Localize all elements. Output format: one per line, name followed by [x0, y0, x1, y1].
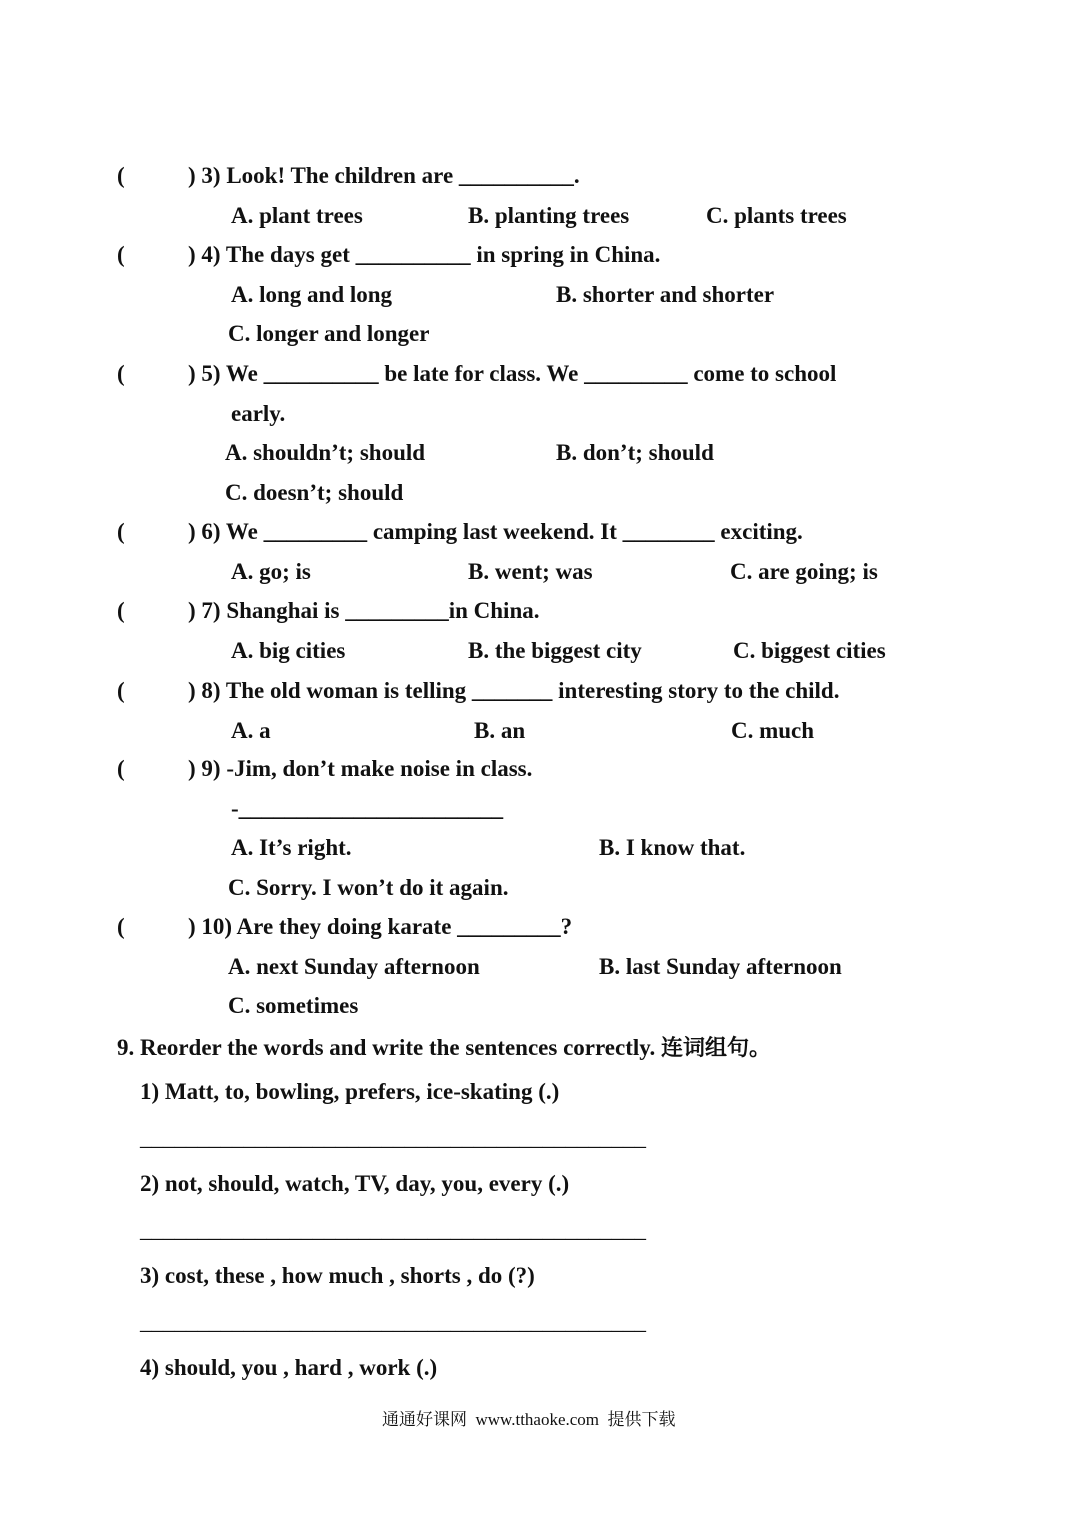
answer-option: B. shorter and shorter — [556, 281, 775, 307]
answer-option: A. It’s right. — [231, 835, 352, 860]
question-stem-continued: early. — [231, 400, 286, 426]
reorder-prompt: 4) should, you , hard , work (.) — [140, 1355, 438, 1380]
answer-option: C. doesn’t; should — [225, 479, 404, 505]
answer-option: A. next Sunday afternoon — [228, 953, 480, 979]
answer-option: A. long and long — [231, 281, 393, 307]
answer-line[interactable]: ____________________________________________ — [140, 1125, 646, 1150]
question-stem: ) 4) The days get __________ in spring in China. — [188, 242, 661, 267]
answer-line[interactable]: ____________________________________________ — [140, 1217, 646, 1242]
section-title: 9. Reorder the words and write the sentences correctly. 连词组句。 — [117, 1035, 772, 1061]
answer-line[interactable]: ____________________________________________ — [140, 1309, 646, 1334]
answer-option: A. shouldn’t; should — [225, 440, 426, 465]
answer-blank-paren: ( — [117, 242, 125, 267]
answer-blank-paren: ( — [117, 678, 125, 703]
answer-option: B. I know that. — [599, 835, 746, 860]
answer-option: B. an — [474, 717, 526, 743]
question-stem: ) 7) Shanghai is _________in China. — [188, 598, 540, 623]
answer-option: B. don’t; should — [556, 440, 714, 465]
answer-option: C. sometimes — [228, 993, 359, 1018]
answer-option: C. much — [731, 717, 815, 743]
answer-option: B. the biggest city — [468, 637, 642, 663]
answer-option: A. big cities — [231, 637, 346, 663]
answer-option: C. longer and longer — [228, 321, 430, 346]
answer-blank-paren: ( — [117, 914, 125, 939]
answer-option: B. last Sunday afternoon — [599, 953, 842, 979]
reorder-prompt: 3) cost, these , how much , shorts , do (?) — [140, 1263, 535, 1288]
question-stem: ) 8) The old woman is telling _______ interesting story to the child. — [188, 678, 840, 703]
answer-option: C. Sorry. I won’t do it again. — [228, 874, 509, 900]
answer-blank-paren: ( — [117, 598, 125, 623]
answer-blank-paren: ( — [117, 163, 125, 188]
answer-option: A. go; is — [231, 558, 311, 584]
answer-blank-paren: ( — [117, 519, 125, 544]
reorder-prompt: 2) not, should, watch, TV, day, you, every (.) — [140, 1171, 570, 1196]
answer-option: B. planting trees — [468, 202, 630, 228]
question-stem: ) 3) Look! The children are __________. — [188, 163, 580, 188]
answer-blank-paren: ( — [117, 361, 125, 386]
answer-option: A. a — [231, 717, 271, 743]
reorder-prompt: 1) Matt, to, bowling, prefers, ice-skating (.) — [140, 1079, 560, 1104]
answer-option: B. went; was — [468, 558, 593, 584]
question-stem-continued: -_______________________ — [231, 795, 504, 821]
answer-option: C. are going; is — [730, 558, 878, 584]
question-stem: ) 5) We __________ be late for class. We _________ come to school — [188, 361, 837, 386]
question-stem: ) 10) Are they doing karate _________? — [188, 914, 573, 939]
section-title-chinese: 连词组句。 — [661, 1036, 772, 1061]
question-stem: ) 6) We _________ camping last weekend. It ________ exciting. — [188, 519, 803, 544]
answer-blank-paren: ( — [117, 756, 125, 781]
answer-option: A. plant trees — [231, 202, 363, 228]
answer-option: C. biggest cities — [733, 637, 886, 663]
question-stem: ) 9) -Jim, don’t make noise in class. — [188, 756, 533, 781]
footer-source: 通通好课网 www.tthaoke.com 提供下载 — [382, 1410, 676, 1429]
answer-option: C. plants trees — [706, 202, 847, 228]
